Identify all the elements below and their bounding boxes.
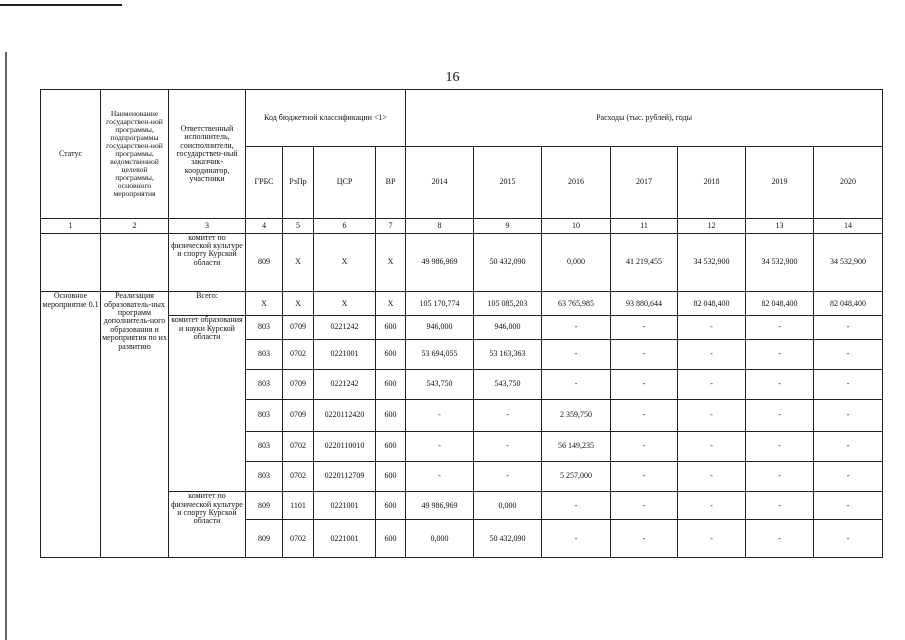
value-cell: -: [406, 461, 474, 491]
grbs-cell: 809: [246, 492, 283, 520]
value-cell: -: [678, 431, 746, 461]
value-cell: 105 170,774: [406, 292, 474, 316]
grbs-cell: 803: [246, 369, 283, 399]
value-cell: -: [678, 461, 746, 491]
value-cell: -: [678, 520, 746, 558]
value-cell: -: [678, 492, 746, 520]
value-cell: 0,000: [406, 520, 474, 558]
value-cell: -: [611, 369, 678, 399]
value-cell: 5 257,000: [542, 461, 611, 491]
value-cell: 49 986,969: [406, 492, 474, 520]
header-csr: ЦСР: [314, 146, 376, 219]
header-year: 2016: [542, 146, 611, 219]
csr-cell: Х: [314, 233, 376, 292]
column-number-row: [41, 219, 883, 233]
vr-cell: 600: [376, 400, 406, 431]
header-year: 2015: [474, 146, 542, 219]
csr-cell: 0220112709: [314, 461, 376, 491]
value-cell: -: [746, 369, 814, 399]
column-number: 6: [314, 219, 376, 233]
grbs-cell: 803: [246, 339, 283, 369]
value-cell: -: [746, 339, 814, 369]
page-number: 16: [445, 70, 460, 85]
name-cell: [101, 233, 169, 292]
table-row: [41, 233, 883, 292]
value-cell: -: [611, 316, 678, 339]
value-cell: 50 432,090: [474, 520, 542, 558]
value-cell: -: [542, 339, 611, 369]
column-number: 1: [41, 219, 101, 233]
vr-cell: 600: [376, 339, 406, 369]
value-cell: 49 986,969: [406, 233, 474, 292]
header-year: 2017: [611, 146, 678, 219]
value-cell: -: [542, 520, 611, 558]
column-number: 2: [101, 219, 169, 233]
header-status: Статус: [41, 90, 101, 219]
grbs-cell: 803: [246, 431, 283, 461]
value-cell: -: [611, 520, 678, 558]
value-cell: -: [611, 461, 678, 491]
rzpr-cell: 0702: [283, 461, 314, 491]
header-row-1: [41, 90, 883, 147]
csr-cell: 0221001: [314, 492, 376, 520]
value-cell: 0,000: [542, 233, 611, 292]
executor-cell: комитет по физической культуре и спорту Курской области: [169, 233, 246, 292]
value-cell: -: [746, 316, 814, 339]
value-cell: 34 532,900: [678, 233, 746, 292]
csr-cell: 0221242: [314, 316, 376, 339]
value-cell: 2 359,750: [542, 400, 611, 431]
csr-cell: 0220110010: [314, 431, 376, 461]
measure-status: Основное мероприятие 0.1: [41, 292, 101, 558]
value-cell: 82 048,400: [678, 292, 746, 316]
value-cell: -: [814, 461, 883, 491]
csr-cell: Х: [314, 292, 376, 316]
rzpr-cell: 0709: [283, 316, 314, 339]
value-cell: 53 163,363: [474, 339, 542, 369]
vr-cell: Х: [376, 233, 406, 292]
header-rzpr: РзПр: [283, 146, 314, 219]
value-cell: -: [678, 369, 746, 399]
value-cell: -: [814, 400, 883, 431]
value-cell: 56 149,235: [542, 431, 611, 461]
column-number: 8: [406, 219, 474, 233]
column-number: 13: [746, 219, 814, 233]
value-cell: -: [474, 400, 542, 431]
value-cell: -: [611, 492, 678, 520]
vr-cell: 600: [376, 492, 406, 520]
value-cell: -: [542, 369, 611, 399]
grbs-cell: 809: [246, 233, 283, 292]
header-year: 2018: [678, 146, 746, 219]
budget-table: [40, 89, 883, 558]
measure-name: Реализация образователь-ных программ дополнитель-ного образования и мероприятия по их развитию: [101, 292, 169, 558]
value-cell: -: [474, 431, 542, 461]
value-cell: 105 085,203: [474, 292, 542, 316]
value-cell: 946,000: [406, 316, 474, 339]
value-cell: 41 219,455: [611, 233, 678, 292]
grbs-cell: 809: [246, 520, 283, 558]
table-row-total: [41, 292, 883, 316]
value-cell: -: [678, 339, 746, 369]
column-number: 9: [474, 219, 542, 233]
header-executor: Ответственный исполнитель, соисполнители, государствен-ный заказчик-координатор, участники: [169, 90, 246, 219]
value-cell: 946,000: [474, 316, 542, 339]
csr-cell: 0220112420: [314, 400, 376, 431]
value-cell: -: [746, 400, 814, 431]
grbs-cell: 803: [246, 316, 283, 339]
vr-cell: Х: [376, 292, 406, 316]
header-expenses: Расходы (тыс. рублей), годы: [406, 90, 883, 147]
header-year: 2014: [406, 146, 474, 219]
value-cell: -: [814, 339, 883, 369]
value-cell: -: [611, 339, 678, 369]
value-cell: 50 432,090: [474, 233, 542, 292]
rzpr-cell: 0702: [283, 520, 314, 558]
vr-cell: 600: [376, 461, 406, 491]
column-number: 12: [678, 219, 746, 233]
column-number: 10: [542, 219, 611, 233]
value-cell: 34 532,900: [746, 233, 814, 292]
value-cell: -: [746, 431, 814, 461]
value-cell: 93 880,644: [611, 292, 678, 316]
value-cell: 82 048,400: [746, 292, 814, 316]
executor-education: комитет образования и науки Курской области: [169, 316, 246, 492]
value-cell: -: [746, 461, 814, 491]
value-cell: -: [814, 316, 883, 339]
vr-cell: 600: [376, 520, 406, 558]
rzpr-cell: 0702: [283, 339, 314, 369]
value-cell: 82 048,400: [814, 292, 883, 316]
header-year: 2019: [746, 146, 814, 219]
left-scan-edge: [5, 52, 7, 640]
header-name: Наименование государствен-ной программы, подпрограммы государствен-ной программы, ведомственной целевой программы, основного мероприятия: [101, 90, 169, 219]
status-cell: [41, 233, 101, 292]
value-cell: 34 532,900: [814, 233, 883, 292]
header-vr: ВР: [376, 146, 406, 219]
rzpr-cell: 1101: [283, 492, 314, 520]
rzpr-cell: 0702: [283, 431, 314, 461]
grbs-cell: Х: [246, 292, 283, 316]
value-cell: -: [474, 461, 542, 491]
header-grbs: ГРБС: [246, 146, 283, 219]
column-number: 5: [283, 219, 314, 233]
value-cell: 63 765,985: [542, 292, 611, 316]
value-cell: -: [406, 431, 474, 461]
column-number: 14: [814, 219, 883, 233]
total-label: Всего:: [169, 292, 246, 316]
grbs-cell: 803: [246, 400, 283, 431]
header-budget-code: Код бюджетной классификации <1>: [246, 90, 406, 147]
rzpr-cell: Х: [283, 233, 314, 292]
column-number: 11: [611, 219, 678, 233]
value-cell: -: [814, 431, 883, 461]
grbs-cell: 803: [246, 461, 283, 491]
value-cell: -: [678, 316, 746, 339]
value-cell: 543,750: [406, 369, 474, 399]
value-cell: -: [814, 520, 883, 558]
value-cell: -: [814, 369, 883, 399]
value-cell: -: [406, 400, 474, 431]
rzpr-cell: 0709: [283, 369, 314, 399]
value-cell: -: [611, 431, 678, 461]
value-cell: -: [746, 492, 814, 520]
csr-cell: 0221001: [314, 339, 376, 369]
value-cell: -: [542, 316, 611, 339]
executor-sport: комитет по физической культуре и спорту Курской области: [169, 492, 246, 558]
value-cell: -: [611, 400, 678, 431]
column-number: 7: [376, 219, 406, 233]
header-year: 2020: [814, 146, 883, 219]
vr-cell: 600: [376, 369, 406, 399]
value-cell: -: [542, 492, 611, 520]
column-number: 3: [169, 219, 246, 233]
value-cell: 543,750: [474, 369, 542, 399]
column-number: 4: [246, 219, 283, 233]
value-cell: -: [814, 492, 883, 520]
vr-cell: 600: [376, 316, 406, 339]
rzpr-cell: Х: [283, 292, 314, 316]
top-rule: [0, 4, 122, 6]
vr-cell: 600: [376, 431, 406, 461]
value-cell: 0,000: [474, 492, 542, 520]
value-cell: -: [678, 400, 746, 431]
value-cell: -: [746, 520, 814, 558]
rzpr-cell: 0709: [283, 400, 314, 431]
csr-cell: 0221001: [314, 520, 376, 558]
value-cell: 53 694,055: [406, 339, 474, 369]
csr-cell: 0221242: [314, 369, 376, 399]
